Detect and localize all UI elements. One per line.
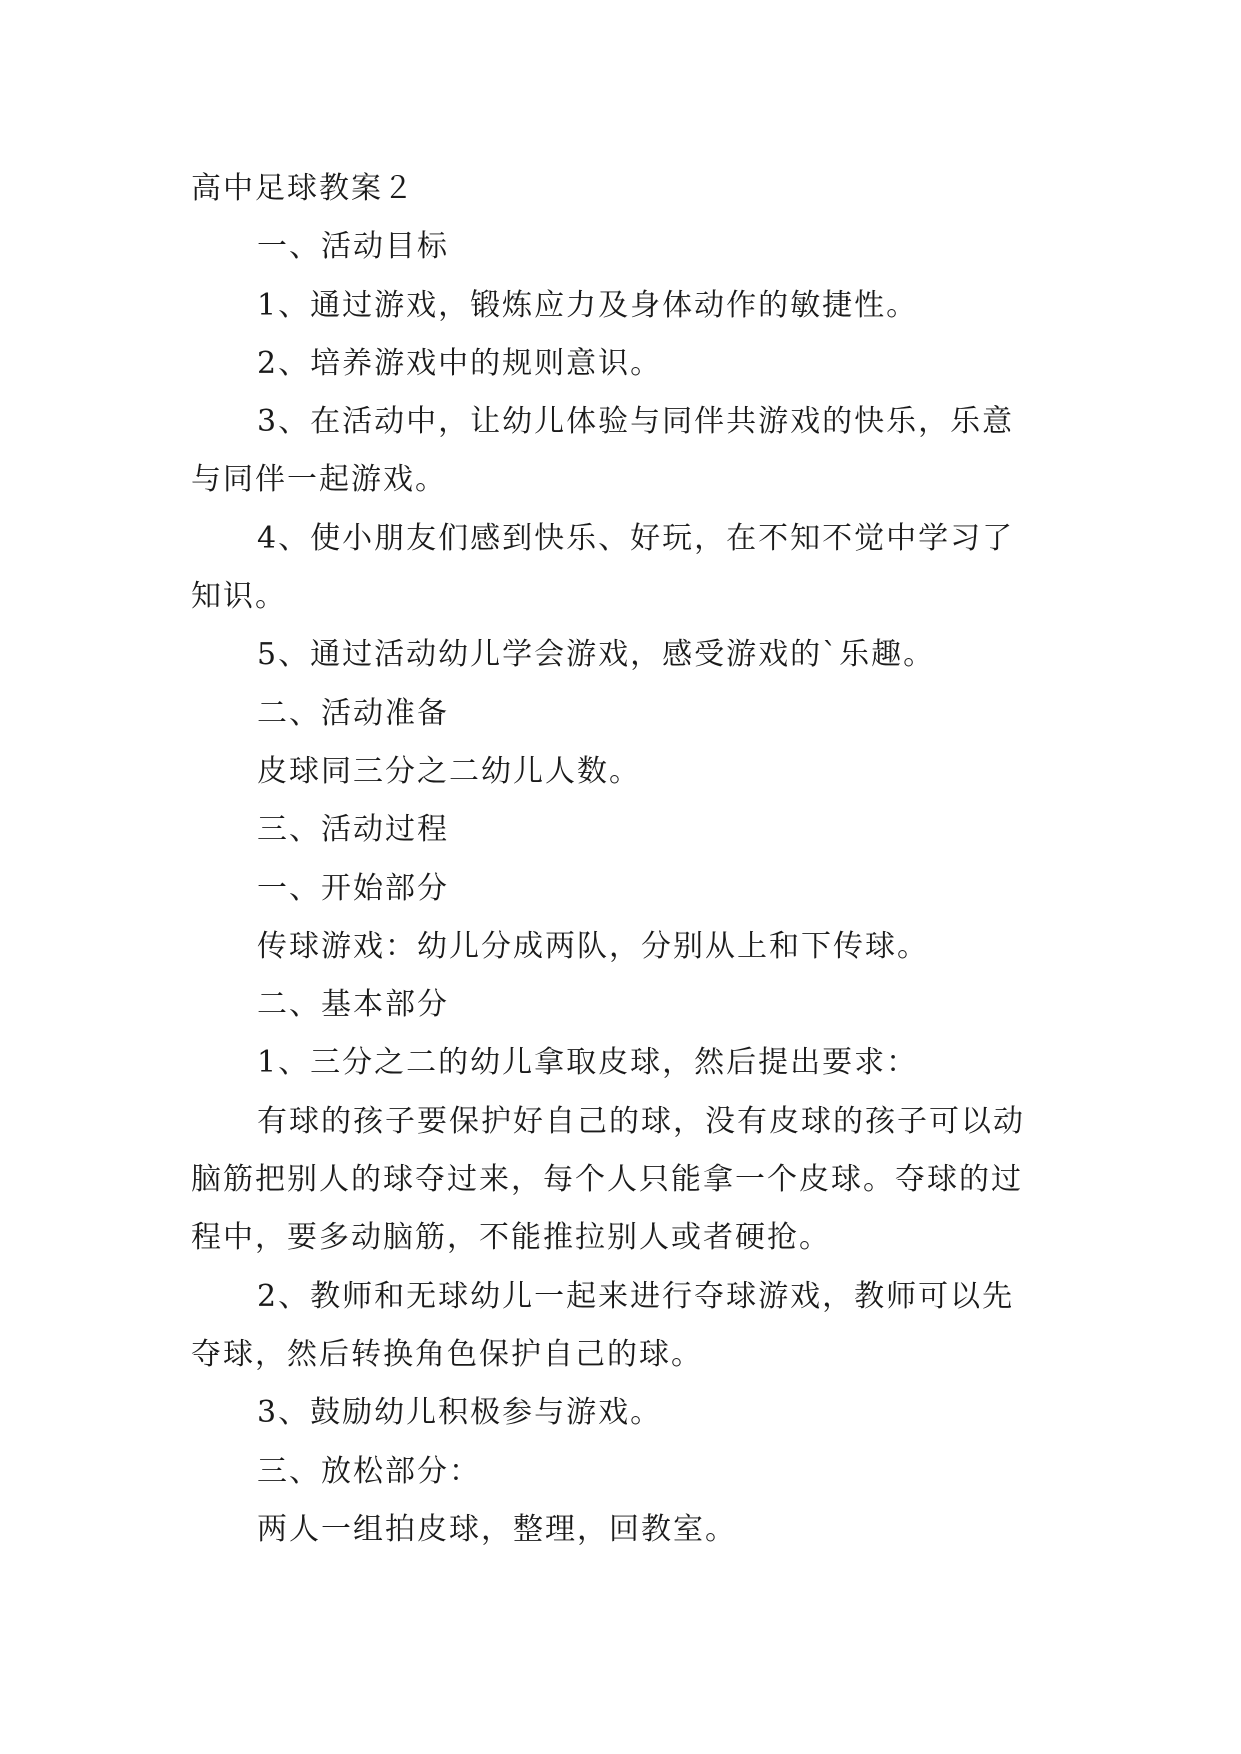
section-heading-process: 三、活动过程 bbox=[257, 812, 449, 848]
paragraph-rules: 有球的孩子要保护好自己的球，没有皮球的孩子可以动 bbox=[257, 1103, 1025, 1139]
paragraph-goal-3: 3、在活动中，让幼儿体验与同伴共游戏的快乐，乐意 bbox=[257, 404, 1015, 440]
paragraph-relax: 两人一组拍皮球，整理，回教室。 bbox=[257, 1511, 737, 1547]
paragraph-start: 传球游戏：幼儿分成两队，分别从上和下传球。 bbox=[257, 928, 929, 964]
document-body bbox=[191, 160, 1051, 1559]
section-heading-preparation: 二、活动准备 bbox=[257, 695, 449, 731]
subheading-start: 一、开始部分 bbox=[257, 870, 449, 906]
paragraph-goal-3-cont: 与同伴一起游戏。 bbox=[191, 462, 447, 498]
paragraph-goal-4-cont: 知识。 bbox=[191, 579, 287, 615]
paragraph-basic-3: 3、鼓励幼儿积极参与游戏。 bbox=[257, 1395, 663, 1431]
document-title: 高中足球教案２ bbox=[191, 171, 415, 206]
paragraph-basic-1: 1、三分之二的幼儿拿取皮球，然后提出要求： bbox=[257, 1045, 919, 1081]
paragraph-goal-1: 1、通过游戏，锻炼应力及身体动作的敏捷性。 bbox=[257, 287, 919, 323]
paragraph-basic-2-cont: 夺球，然后转换角色保护自己的球。 bbox=[191, 1336, 703, 1372]
paragraph-goal-5: 5、通过活动幼儿学会游戏，感受游戏的`乐趣。 bbox=[257, 637, 936, 673]
paragraph-rules-cont-2: 程中，要多动脑筋，不能推拉别人或者硬抢。 bbox=[191, 1220, 831, 1256]
paragraph-preparation: 皮球同三分之二幼儿人数。 bbox=[257, 753, 641, 789]
paragraph-goal-4: 4、使小朋友们感到快乐、好玩，在不知不觉中学习了 bbox=[257, 520, 1015, 556]
paragraph-basic-2: 2、教师和无球幼儿一起来进行夺球游戏，教师可以先 bbox=[257, 1278, 1015, 1314]
paragraph-goal-2: 2、培养游戏中的规则意识。 bbox=[257, 345, 663, 381]
section-heading-goals: 一、活动目标 bbox=[257, 229, 449, 265]
subheading-basic: 二、基本部分 bbox=[257, 987, 449, 1023]
paragraph-rules-cont-1: 脑筋把别人的球夺过来，每个人只能拿一个皮球。夺球的过 bbox=[191, 1162, 1023, 1198]
subheading-relax: 三、放松部分： bbox=[257, 1453, 481, 1489]
